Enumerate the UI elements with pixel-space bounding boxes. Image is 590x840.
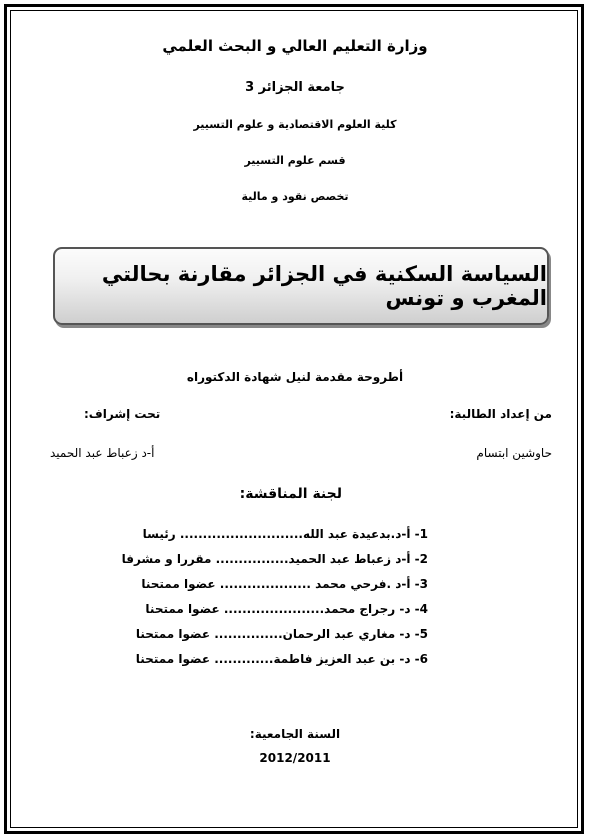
committee-member-5: 5- د- مغاري عبد الرحمان............... عضوا ممتحنا: [135, 627, 428, 641]
specialty-name: تخصص نقود و مالية: [241, 190, 349, 203]
committee-member-3: 3- أ-د .فرحي محمد .................... عضوا ممتحنا: [141, 577, 428, 591]
committee-title: لجنة المناقشة:: [239, 486, 342, 502]
department-name: قسم علوم التسيير: [244, 154, 346, 167]
thesis-title: السياسة السكنية في الجزائر مقارنة بحالتي المغرب و تونس: [101, 262, 547, 310]
supervisor-name: أ-د زعباط عبد الحميد: [50, 446, 155, 460]
thesis-title-box: [53, 247, 549, 325]
committee-member-2: 2- أ-د زعباط عبد الحميد................ مقررا و مشرفا: [121, 552, 428, 566]
student-name: حاوشين ابتسام: [476, 446, 552, 460]
committee-member-4: 4- د- رجراج محمد...................... عضوا ممتحنا: [145, 602, 428, 616]
committee-member-6: 6- د- بن عبد العزيز فاطمة............. عضوا ممتحنا: [135, 652, 428, 666]
academic-year-value: 2012/2011: [259, 751, 331, 765]
thesis-subtitle: أطروحة مقدمة لنيل شهادة الدكتوراه: [186, 370, 404, 384]
supervisor-label: تحت إشراف:: [84, 407, 161, 421]
ministry-name: وزارة التعليم العالي و البحث العلمي: [162, 37, 428, 55]
academic-year-label: السنة الجامعية:: [249, 727, 341, 741]
university-name: جامعة الجزائر 3: [245, 80, 345, 95]
faculty-name: كلية العلوم الاقتصادية و علوم التسيير: [193, 118, 397, 131]
committee-member-1: 1- أ-د.بدعيدة عبد الله........................... رئيسا: [142, 527, 428, 541]
prepared-by-label: من إعداد الطالبة:: [449, 407, 552, 421]
